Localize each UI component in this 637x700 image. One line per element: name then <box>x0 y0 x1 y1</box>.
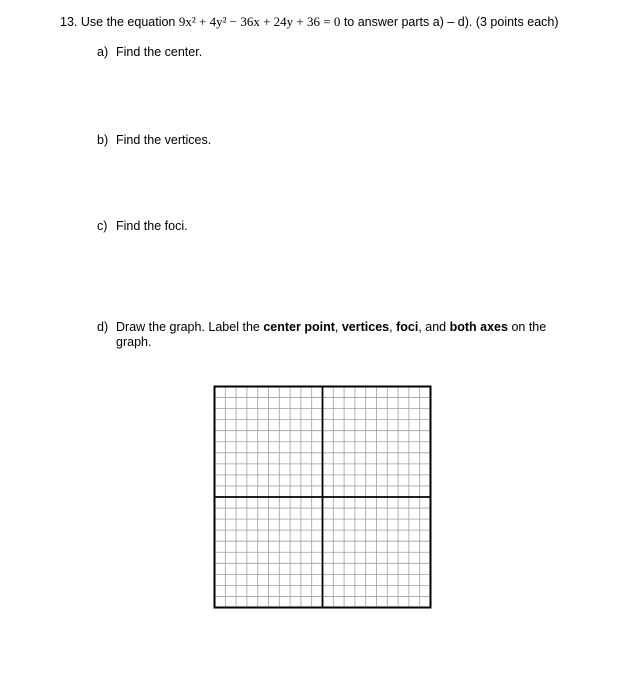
part-d-bold-center: center point <box>263 320 335 334</box>
question-instruction: to answer parts a) – d). <box>343 15 473 29</box>
part-b-label: b) <box>97 133 109 147</box>
part-d-sep-2: , <box>389 320 393 334</box>
part-d-bold-vertices: vertices <box>341 320 390 334</box>
graph-grid-svg <box>213 385 432 609</box>
part-d-continued <box>116 335 151 349</box>
question-number: 13. <box>60 15 78 29</box>
question-equation: 9x² + 4y² − 36x + 24y + 36 = 0 <box>178 14 341 29</box>
part-a-label: a) <box>97 45 109 59</box>
part-a <box>97 45 202 59</box>
part-d-text-3: graph. <box>116 335 152 349</box>
part-c-text: Find the foci. <box>116 219 188 233</box>
part-c-label: c) <box>97 219 108 233</box>
part-d <box>97 320 546 334</box>
part-d-bold-foci: foci <box>396 320 419 334</box>
part-b-text: Find the vertices. <box>116 133 212 147</box>
question-intro: Use the equation <box>80 15 176 29</box>
part-b <box>97 133 211 147</box>
graph-grid <box>213 385 432 609</box>
part-d-sep-3: , and <box>418 320 447 334</box>
part-d-sep-1: , <box>334 320 339 334</box>
part-d-text-2: on the <box>511 320 547 334</box>
part-d-bold-axes: both axes <box>449 320 508 334</box>
question-header <box>60 14 559 30</box>
part-d-text-1: Draw the graph. Label the <box>116 320 260 334</box>
part-a-text: Find the center. <box>116 45 203 59</box>
question-points: (3 points each) <box>475 15 559 29</box>
part-d-label: d) <box>97 320 109 334</box>
part-c <box>97 219 188 233</box>
